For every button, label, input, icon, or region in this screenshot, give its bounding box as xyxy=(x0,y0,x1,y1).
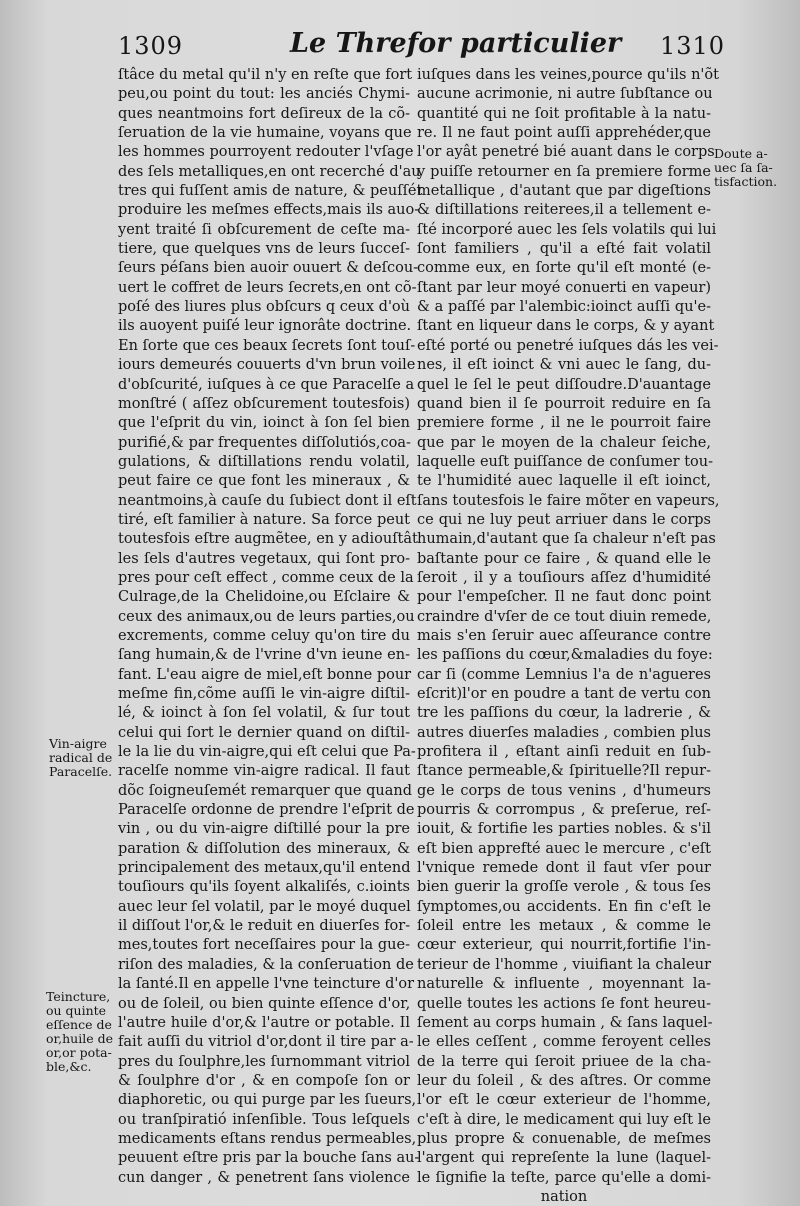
text-line: ſans toutesfois le faire mõter en vapeurs, xyxy=(417,492,720,509)
text-line: monſtré ( aſſez obſcurement toutesfois) xyxy=(118,395,410,412)
text-line: poſé des liures plus obſcurs q ceux d'où xyxy=(118,299,410,316)
text-line: mes,toutes fort neceſſaires pour la gue- xyxy=(118,937,410,954)
text-line: mais s'en ſeruir auec aſſeurance contre xyxy=(417,627,711,644)
text-line: l'vnique remede dont il faut vſer pour xyxy=(417,860,711,877)
text-line: ſang humain,& de l'vrine d'vn ieune en- xyxy=(118,647,410,664)
text-line: il diſſout l'or,& le reduit en diuerſes for- xyxy=(118,918,411,935)
text-line: pres du ſoulphre,les ſurnommant vitriol xyxy=(118,1053,410,1070)
text-line: Paracelſe ordonne de prendre l'eſprit de xyxy=(118,802,415,819)
text-line: ſymptomes,ou accidents. En fin c'eſt le xyxy=(417,898,711,915)
text-line: iuſques dans les veines,pource qu'ils n'õt xyxy=(417,67,719,83)
right-text-column xyxy=(417,66,720,1206)
text-line: fait auſſi du vitriol d'or,dont il tire par a- xyxy=(118,1034,414,1051)
text-line: produire les meſmes effects,mais ils auo- xyxy=(118,202,420,219)
text-line: c'eſt à dire, le medicament qui luy eſt le xyxy=(417,1111,711,1128)
text-line: la ſanté.Il en appelle l'vne teincture d'or xyxy=(118,976,415,993)
text-line: terieur de l'homme , viuifiant la chaleur xyxy=(417,956,711,973)
text-line: comme eux, en ſorte qu'il eſt monté (e- xyxy=(417,260,711,277)
text-line: pres pour ceſt effect , comme ceux de la xyxy=(118,569,414,586)
text-line: nation xyxy=(540,1188,588,1205)
text-line: purifié,& par frequentes diſſolutiós,coa- xyxy=(118,434,411,451)
text-line: cun danger , & penetrent ſans violence xyxy=(118,1169,410,1186)
text-line: quelle toutes les actions ſe font heureu- xyxy=(417,995,711,1012)
text-line: fant. L'eau aigre de miel,eſt bonne pour xyxy=(118,666,412,683)
text-line: ſement au corps humain , & ſans laquel- xyxy=(417,1014,713,1031)
text-line: pourris & corrompus , & preſerue, reſ- xyxy=(417,802,711,819)
text-line: auec leur ſel volatil, par le moyé duquel xyxy=(118,898,411,915)
text-line: meſme fin,cõme auſſi le vin-aigre diſtil- xyxy=(118,686,410,702)
text-line: humain,d'autant que ſa chaleur n'eſt pas xyxy=(417,531,716,548)
text-line: iouit, & fortifie les parties nobles. & s'il xyxy=(417,821,711,838)
text-line: En ſorte que ces beaux ſecrets ſont touſ- xyxy=(118,337,416,354)
text-line: l'or ayât penetré bié auant dans le corps xyxy=(417,144,715,161)
text-line: celui qui ſort le dernier quand on diſtil- xyxy=(118,724,410,741)
text-line: peut faire ce que font les mineraux , & xyxy=(118,473,410,490)
text-line: ques neantmoins fort deſireux de la cõ- xyxy=(118,105,410,122)
text-line: ils auoyent puiſé leur ignorâte doctrine. xyxy=(118,318,412,335)
text-line: plus propre & conuenable, de meſmes xyxy=(417,1130,711,1147)
text-line: eſt bien apprefté auec le mercure , c'eſt xyxy=(417,840,711,857)
text-line: des ſels metalliques,en ont recerché d'au xyxy=(118,163,421,180)
text-line: & ſoulphre d'or , & en compoſe ſon or xyxy=(118,1072,410,1089)
text-line: eſcrit)l'or en poudre a tant de vertu con xyxy=(417,686,711,702)
text-line: naturelle & influente , moyennant la- xyxy=(417,976,711,993)
text-line: les hommes pourroyent redouter l'vſage xyxy=(118,144,414,161)
text-line: ge le corps de tous venins , d'humeurs xyxy=(417,782,711,799)
text-line: ſtance permeable,& ſpirituelle?Il repur- xyxy=(417,763,711,780)
text-line: te l'humidité auec laquelle il eſt ioinct, xyxy=(417,473,711,490)
text-line: le ſignifie la teſte, parce qu'elle a domi- xyxy=(417,1169,711,1186)
text-line: baſtante pour ce faire , & quand elle le xyxy=(417,550,711,567)
margin-note-line: or,or pota- xyxy=(46,1045,112,1060)
text-line: ſeruation de la vie humaine, voyans que xyxy=(118,125,412,142)
margin-note-line: ble,&c. xyxy=(46,1059,92,1074)
margin-note-line: ou quinte xyxy=(46,1003,107,1018)
text-line: les ſels d'autres vegetaux, qui ſont pro- xyxy=(118,550,410,567)
text-line: tres qui fuſſent amis de nature, & peuſſét xyxy=(118,183,423,200)
text-line: aucune acrimonie, ni autre ſubſtance ou xyxy=(417,86,713,103)
text-line: y puiſſe retourner en ſa premiere forme xyxy=(417,163,711,180)
text-line: yent traité ſi obſcurement de ceſte ma- xyxy=(118,221,410,238)
text-line: bien guerir la groſſe verole , & tous ſes xyxy=(417,879,711,896)
text-line: quantité qui ne ſoit profitable à la natu- xyxy=(417,105,711,122)
text-line: ſté incorporé auec les ſels volatils qui lui xyxy=(417,221,717,238)
text-line: toutesfois eſtre augmẽtee, en y adiouſtât xyxy=(118,531,418,548)
text-line: quel le ſel le peut diſſoudre.D'auantage xyxy=(417,376,711,393)
text-line: ſtant en liqueur dans le corps, & y ayant xyxy=(417,318,715,335)
text-line: premiere forme , il ne le pourroit faire xyxy=(417,415,711,432)
text-line: l'autre huile d'or,& l'autre or potable. Il xyxy=(118,1014,410,1031)
text-line: le la lie du vin-aigre,qui eſt celui que Pa- xyxy=(118,744,416,761)
margin-note-line: Doute a- xyxy=(714,146,768,161)
text-line: & a paſſé par l'alembic:ioinct auſſi qu'e- xyxy=(417,299,711,316)
text-line: ſoleil entre les metaux , & comme le xyxy=(417,918,711,935)
margin-note-vin-aigre xyxy=(49,737,112,779)
running-title: Le Threfor particulier xyxy=(290,28,622,59)
text-line: ou de ſoleil, ou bien quinte eſſence d'or, xyxy=(118,995,411,1012)
text-line: dõc ſoigneuſemét remarquer que quand xyxy=(118,782,413,799)
text-line: quand bien il ſe pourroit reduire en ſa xyxy=(417,395,711,412)
margin-note-line: Vin-aigre xyxy=(49,736,107,751)
text-line: ce qui ne luy peut arriuer dans le corps xyxy=(417,511,711,528)
text-line: cœur exterieur, qui nourrit,fortifie l'in- xyxy=(417,937,711,954)
margin-note-line: eſſence de xyxy=(46,1017,112,1032)
margin-note-teincture xyxy=(46,990,113,1074)
text-line: car ſi (comme Lemnius l'a de n'agueres xyxy=(417,666,711,683)
margin-note-line: uec ſa ſa- xyxy=(714,160,773,175)
text-line: nes, il eſt ioinct & vni auec le ſang, du- xyxy=(417,357,711,374)
text-line: excrements, comme celuy qu'on tire du xyxy=(118,627,410,644)
text-line: laquelle euſt puiſſance de conſumer tou- xyxy=(417,453,713,470)
text-line: Culrage,de la Chelidoine,ou Eſclaire & xyxy=(118,589,410,606)
text-line: metallique , d'autant que par digeſtions xyxy=(417,183,711,200)
text-line: leur du ſoleil , & des aſtres. Or comme xyxy=(417,1072,711,1089)
text-line: tiere, que quelques vns de leurs ſucceſ- xyxy=(118,241,410,258)
margin-note-doute xyxy=(714,147,777,189)
page-number-left: 1309 xyxy=(118,32,184,60)
text-line: paration & diſſolution des mineraux, & xyxy=(118,840,410,857)
text-line: touſiours qu'ils ſoyent alkaliſés, c.ioints xyxy=(118,879,410,896)
text-line: d'obſcurité, iuſques à ce que Paracelſe a xyxy=(118,376,415,393)
text-line: l'or eſt le cœur exterieur de l'homme, xyxy=(417,1092,711,1109)
margin-note-line: radical de xyxy=(49,750,113,765)
text-line: ſont familiers , qu'il a eſté fait volatil xyxy=(417,241,711,258)
left-text-column xyxy=(118,66,423,1188)
text-line: ſtant par leur moyé conuerti en vapeur) xyxy=(417,279,711,296)
text-line: ceux des animaux,ou de leurs parties,ou xyxy=(118,608,415,625)
text-line: uert le coffret de leurs ſecrets,en ont cõ- xyxy=(118,279,417,296)
text-line: gulations, & diſtillations rendu volatil, xyxy=(118,453,410,470)
text-line: lé, & ioinct à ſon ſel volatil, & ſur tout xyxy=(118,705,410,722)
text-line: les paſſions du cœur,&maladies du foye: xyxy=(417,647,713,664)
text-line: que l'eſprit du vin, ioinct à ſon ſel bien xyxy=(118,415,410,432)
margin-note-line: Paracelſe. xyxy=(49,764,113,779)
margin-note-line: Teincture, xyxy=(46,989,111,1004)
text-line: peu,ou point du tout: les anciés Chymi- xyxy=(118,86,410,103)
text-line: ſtâce du metal qu'il n'y en reſte que fort xyxy=(118,67,413,83)
text-line: peuuent eſtre pris par la bouche ſans au- xyxy=(118,1150,420,1167)
text-line: l'argent qui repreſente la lune (laquel- xyxy=(417,1150,711,1167)
text-line: ou tranſpiratió inſenſible. Tous leſquels xyxy=(118,1111,410,1128)
text-line: ſeroit , il y a touſiours aſſez d'humidité xyxy=(417,569,711,586)
text-line: re. Il ne faut point auſſi apprehéder,que xyxy=(417,125,711,142)
text-line: vin , ou du vin-aigre diſtillé pour la pre xyxy=(118,821,410,838)
text-line: que par le moyen de la chaleur ſeiche, xyxy=(417,434,711,451)
text-line: craindre d'vſer de ce tout diuin remede, xyxy=(417,608,712,625)
text-line: & diſtillations reiterees,il a tellement e- xyxy=(417,202,711,219)
text-line: le elles ceſſent , comme feroyent celles xyxy=(417,1034,711,1051)
text-line: eſté porté ou penetré iuſques dás les vei- xyxy=(417,337,719,354)
text-line: neantmoins,à cauſe du ſubiect dont il eſt xyxy=(118,492,417,509)
text-line: principalement des metaux,qu'il entend xyxy=(118,860,411,877)
text-line: tre les paſſions du cœur, la ladrerie , & xyxy=(417,705,711,722)
margin-note-line: tisfaction. xyxy=(714,174,778,189)
text-line: medicaments eſtans rendus permeables, xyxy=(118,1130,417,1147)
text-line: autres diuerſes maladies , combien plus xyxy=(417,724,711,741)
text-line: pour l'empeſcher. Il ne faut donc point xyxy=(417,589,711,606)
text-line: riſon des maladies, & la conſeruation de xyxy=(118,956,414,973)
text-line: tiré, eſt familier à nature. Sa force peut xyxy=(118,511,410,528)
margin-note-line: or,huile de xyxy=(46,1031,113,1046)
text-line: profitera il , eſtant ainſi reduit en ſub- xyxy=(417,744,711,761)
text-line: iours demeurés couuerts d'vn brun voile xyxy=(118,357,416,374)
text-line: diaphoretic, ou qui purge par les ſueurs, xyxy=(118,1092,417,1109)
text-line: racelſe nomme vin-aigre radical. Il faut xyxy=(118,763,410,780)
text-line: ſeurs péſans bien auoir ouuert & deſcou- xyxy=(118,260,419,277)
text-line: de la terre qui ſeroit priuee de la cha- xyxy=(417,1053,711,1070)
page-number-right: 1310 xyxy=(660,32,726,60)
